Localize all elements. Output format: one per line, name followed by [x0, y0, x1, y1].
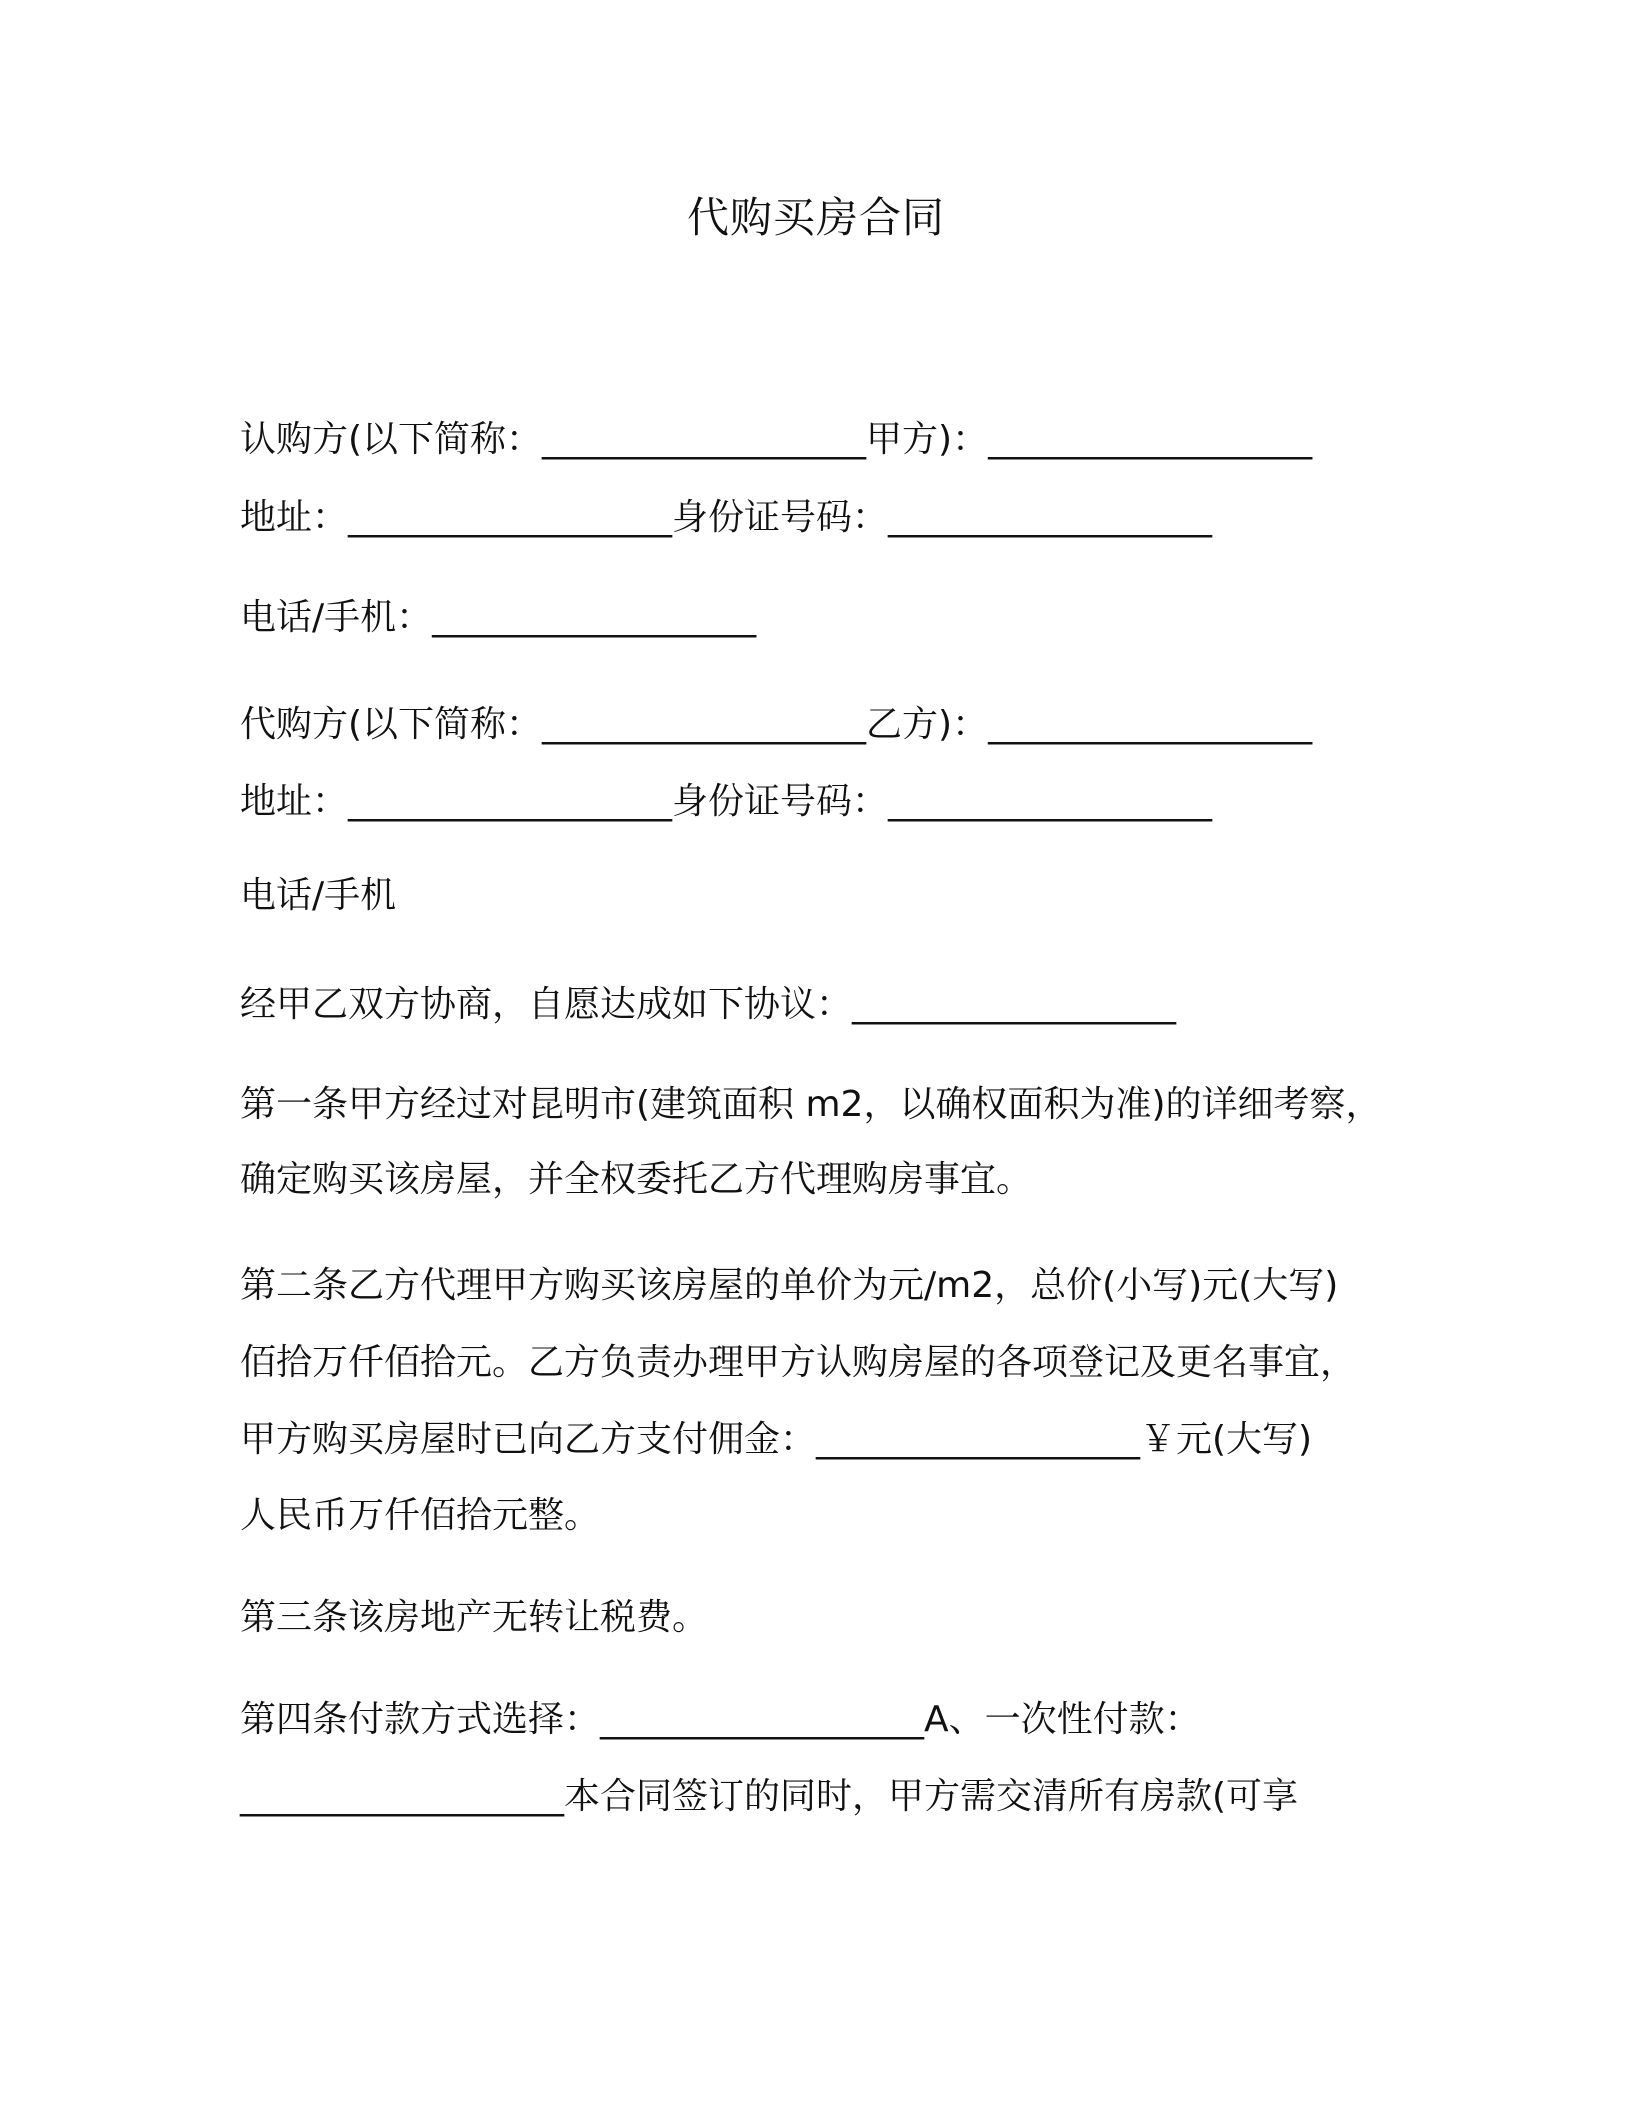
buyer-name-line: 认购方(以下简称：__________________甲方)：__________________	[240, 419, 1313, 460]
article-2-line-2: 佰拾万仟佰拾元。乙方负责办理甲方认购房屋的各项登记及更名事宜，	[240, 1342, 1357, 1383]
document-title: 代购买房合同	[686, 193, 945, 242]
article-4-line-2: __________________本合同签订的同时，甲方需交清所有房款(可享	[240, 1776, 1299, 1817]
agent-name-line: 代购方(以下简称：__________________乙方)：__________________	[240, 704, 1313, 745]
agent-phone-line: 电话/手机	[240, 875, 397, 916]
article-2-line-3: 甲方购买房屋时已向乙方支付佣金：__________________￥元(大写)	[240, 1419, 1313, 1460]
agent-address-line: 地址：__________________身份证号码：__________________	[240, 781, 1213, 822]
article-1-line-1: 第一条甲方经过对昆明市(建筑面积 m2，以确权面积为准)的详细考察，	[240, 1084, 1382, 1125]
article-2-line-1: 第二条乙方代理甲方购买该房屋的单价为元/m2，总价(小写)元(大写)	[240, 1265, 1339, 1306]
article-3-line: 第三条该房地产无转让税费。	[240, 1597, 709, 1638]
article-4-line-1: 第四条付款方式选择：__________________A、一次性付款：	[240, 1699, 1201, 1740]
buyer-phone-line: 电话/手机：__________________	[240, 597, 757, 638]
article-1-line-2: 确定购买该房屋，并全权委托乙方代理购房事宜。	[240, 1159, 1033, 1200]
buyer-address-line: 地址：__________________身份证号码：__________________	[240, 497, 1213, 538]
agreement-intro-line: 经甲乙双方协商，自愿达成如下协议：__________________	[240, 984, 1177, 1025]
article-2-line-4: 人民币万仟佰拾元整。	[240, 1495, 601, 1536]
